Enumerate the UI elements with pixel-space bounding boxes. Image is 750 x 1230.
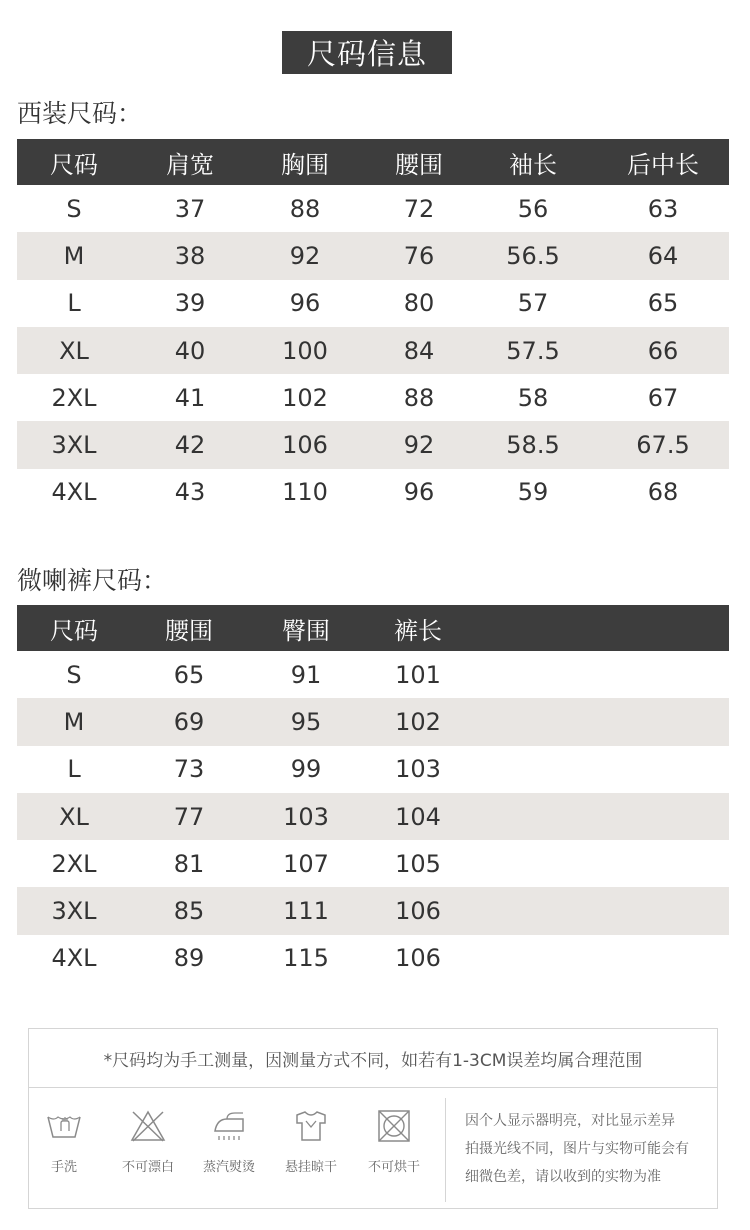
header-cell: 腰围: [165, 616, 213, 645]
no-tumble-dry-icon: [374, 1109, 414, 1143]
table-row: [17, 651, 729, 698]
table-cell: 103: [283, 802, 329, 831]
table-cell: 88: [403, 383, 435, 412]
table-cell: L: [67, 755, 81, 784]
table-cell: 43: [174, 478, 206, 507]
table-cell: 39: [174, 289, 206, 318]
header-cell: 后中长: [627, 150, 699, 179]
steam-iron-icon: [209, 1109, 249, 1143]
table-cell: 76: [403, 241, 435, 270]
care-item-hand-wash: [29, 1109, 99, 1175]
table-cell: 88: [289, 194, 321, 223]
table-header-row: [17, 605, 729, 651]
table-cell: 107: [283, 849, 329, 878]
table-row: [17, 469, 729, 516]
care-notes-panel: [28, 1028, 718, 1209]
table-cell: 38: [174, 241, 206, 270]
table-row: [17, 698, 729, 745]
table-cell: M: [63, 241, 85, 270]
divider: [445, 1098, 446, 1202]
table-cell: 58: [517, 383, 549, 412]
table-row: [17, 935, 729, 982]
table-cell: 3XL: [51, 897, 97, 926]
table-cell: 72: [403, 194, 435, 223]
table-header-row: [17, 139, 729, 185]
table-cell: 41: [174, 383, 206, 412]
table-row: [17, 793, 729, 840]
table-row: [17, 746, 729, 793]
table-cell: 81: [173, 849, 205, 878]
table-cell: 106: [395, 897, 441, 926]
table-cell: 91: [290, 660, 322, 689]
table-cell: 77: [173, 802, 205, 831]
care-item-hang-dry: [276, 1109, 346, 1175]
table-cell: 69: [173, 707, 205, 736]
pants-size-table: [17, 605, 729, 982]
table-cell: 102: [395, 707, 441, 736]
table-cell: 104: [395, 802, 441, 831]
disclaimer-line: 细微色差，请以收到的实物为准: [465, 1169, 661, 1185]
table-cell: 100: [282, 336, 328, 365]
table-cell: 99: [290, 755, 322, 784]
table-cell: 96: [289, 289, 321, 318]
table-cell: 89: [173, 944, 205, 973]
table-cell: 95: [290, 707, 322, 736]
table-cell: 63: [647, 194, 679, 223]
table-row: [17, 887, 729, 934]
table-cell: 67: [647, 383, 679, 412]
header-cell: 胸围: [281, 150, 329, 179]
table-cell: 66: [647, 336, 679, 365]
header-cell: 肩宽: [166, 150, 214, 179]
no-bleach-icon: [128, 1109, 168, 1143]
care-item-steam-iron: [194, 1109, 264, 1175]
table-cell: 4XL: [51, 944, 97, 973]
table-cell: 111: [283, 897, 329, 926]
table-cell: S: [66, 660, 82, 689]
care-item-no-bleach: [113, 1109, 183, 1175]
suit-size-table: [17, 139, 729, 516]
table-cell: 103: [395, 755, 441, 784]
table-cell: 2XL: [51, 849, 97, 878]
table-cell: 57.5: [506, 336, 560, 365]
table-cell: 84: [403, 336, 435, 365]
care-label: 悬挂晾干: [284, 1160, 337, 1175]
table-cell: 65: [173, 660, 205, 689]
table-cell: 73: [173, 755, 205, 784]
table-cell: 67.5: [636, 431, 690, 460]
header-cell: 臀围: [282, 616, 330, 645]
table-cell: 106: [282, 431, 328, 460]
table-cell: 58.5: [506, 431, 560, 460]
table-row: [17, 327, 729, 374]
table-cell: 110: [282, 478, 328, 507]
table-cell: 105: [395, 849, 441, 878]
table-cell: 65: [647, 289, 679, 318]
table-cell: XL: [59, 802, 89, 831]
care-label: 手洗: [50, 1160, 77, 1175]
table-row: [17, 185, 729, 232]
header-cell: 尺码: [50, 616, 98, 645]
table-cell: 92: [403, 431, 435, 460]
hang-dry-icon: [291, 1109, 331, 1143]
disclaimer-line: 拍摄光线不同，图片与实物可能会有: [465, 1141, 689, 1157]
table-cell: 4XL: [51, 478, 97, 507]
table-cell: 37: [174, 194, 206, 223]
table-cell: 64: [647, 241, 679, 270]
table-cell: 68: [647, 478, 679, 507]
table-cell: 102: [282, 383, 328, 412]
table-cell: 3XL: [51, 431, 97, 460]
table-cell: 2XL: [51, 383, 97, 412]
header-cell: 裤长: [394, 616, 442, 645]
suit-size-label: 西装尺码：: [17, 99, 143, 128]
table-row: [17, 232, 729, 279]
care-label: 蒸汽熨烫: [202, 1160, 255, 1175]
table-cell: 57: [517, 289, 549, 318]
table-cell: 59: [517, 478, 549, 507]
hand-wash-icon: [44, 1109, 84, 1143]
table-cell: 56.5: [506, 241, 560, 270]
pants-size-label: 微喇裤尺码：: [17, 566, 168, 595]
table-cell: 80: [403, 289, 435, 318]
table-cell: L: [67, 289, 81, 318]
table-cell: 40: [174, 336, 206, 365]
care-label: 不可漂白: [121, 1160, 174, 1175]
table-row: [17, 374, 729, 421]
table-row: [17, 421, 729, 468]
table-cell: 42: [174, 431, 206, 460]
table-cell: XL: [59, 336, 89, 365]
measurement-note: *尺码均为手工测量，因测量方式不同，如若有1-3CM误差均属合理范围: [29, 1029, 717, 1088]
disclaimer-line: 因个人显示器明亮，对比显示差异: [465, 1113, 675, 1129]
table-row: [17, 840, 729, 887]
table-cell: 101: [395, 660, 441, 689]
header-cell: 尺码: [50, 150, 98, 179]
page-title: 尺码信息: [282, 31, 452, 74]
color-disclaimer: [465, 1107, 715, 1191]
table-cell: 106: [395, 944, 441, 973]
header-cell: 腰围: [395, 150, 443, 179]
header-cell: 袖长: [509, 150, 557, 179]
table-cell: 115: [283, 944, 329, 973]
table-cell: S: [66, 194, 82, 223]
table-cell: M: [63, 707, 85, 736]
table-cell: 56: [517, 194, 549, 223]
table-cell: 85: [173, 897, 205, 926]
care-label: 不可烘干: [367, 1160, 420, 1175]
table-row: [17, 280, 729, 327]
table-cell: 96: [403, 478, 435, 507]
table-cell: 92: [289, 241, 321, 270]
care-item-no-tumble-dry: [359, 1109, 429, 1175]
